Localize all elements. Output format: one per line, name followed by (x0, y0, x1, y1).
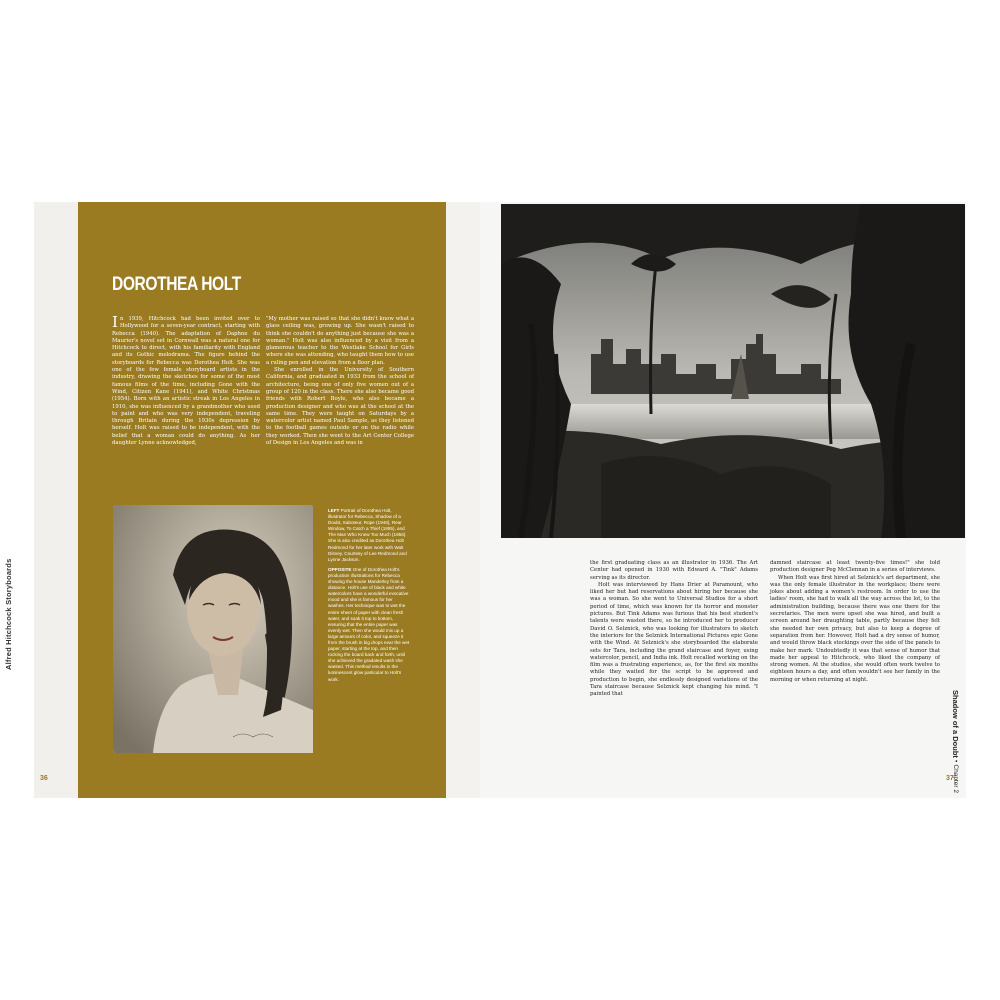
body-column-left-b (266, 316, 414, 447)
page-title: DOROTHEA HOLT (112, 274, 241, 295)
body-paragraph: She enrolled in the University of Southern California, and graduated in 1933 from the school of architecture, being one of only five women out of a group of 120 in the class. There she also became good friends with Robert Boyle, who also became a production designer and who was at the school at the same time. They were taught on Saturdays by a watercolor artist named Paul Sample, as they listened to the football games outside or on the radio while they worked. Then she went to the Art Center College of Design in Los Angeles and was in (266, 367, 414, 447)
folio-right: 37 (946, 775, 954, 782)
body-column-right-b (770, 560, 940, 684)
body-column-right-a (590, 560, 758, 699)
portrait-photo (113, 505, 313, 753)
running-head-left: Alfred Hitchcock Storyboards (4, 558, 13, 670)
caption-text-left: Portrait of Dorothea Holt, illustrator for Rebecca, Shadow of a Doubt, Saboteur, Rope (1948), Rear Window, To Catch a Thief (1955), and The Man Who Knew Too Much (1956). She is also credited as Dorothea Holt Redmond for her later work with Walt Disney. Courtesy of Lee Redmond and Lynne Jackson. (328, 508, 407, 562)
body-paragraph: damned staircase at least twenty-five times!" she told production designer Peg McClennan in a series of interviews. (770, 560, 940, 574)
body-paragraph: "My mother was raised so that she didn't know what a glass ceiling was, growing up. She wasn't raised to think she couldn't do anything just because she was a woman." Holt was also influenced by a visit from a glamorous teacher to the Westlake School for Girls where she was attending, who taught them how to use a ruling pen and elevation from a floor plan. (266, 316, 414, 366)
body-paragraph: Holt was interviewed by Hans Drier at Paramount, who liked her but had reservations about hiring her because she was a woman. So she went to Universal Studios for a short period of time, which was known for its horror and monster pictures. But Tink Adams was furious that his best student's talents were wasted there, so he introduced her to producer David O. Selznick, who was looking for illustrators to sketch the interiors for the Selznick International Pictures epic Gone with the Wind. At Selznick's she storyboarded the elaborate sets for Tara, including the grand staircase and foyer, using watercolor, pencil, and India ink. Holt recalled working on the film was a frustrating experience, as, for the first six months while they waited for the script to be approved and production to begin, she endlessly designed variations of the Tara staircase because Selznick kept changing his mind. "I painted that (590, 581, 758, 698)
body-column-left-a (112, 313, 260, 447)
manderley-illustration (501, 204, 967, 538)
running-head-title: Shadow of a Doubt (951, 690, 960, 758)
portrait-illustration (113, 505, 313, 753)
illustration-drawing (501, 204, 965, 538)
caption-label-opposite: OPPOSITE (328, 566, 352, 572)
body-paragraph: the first graduating class as an illustrator in 1936. The Art Center had opened in 1930 with Edward A. "Tink" Adams serving as its director. (590, 560, 758, 581)
running-head-separator: • (952, 760, 959, 763)
body-paragraph: n 1939, Hitchcock had been invited over to Hollywood for a seven-year contract, starting with Rebecca (1940). The adaptation of Daphne du Maurier's novel set in Cornwall was a natural one for Hitchcock to direct, with his familiarity with England and its Gothic melodrama. The figure behind the storyboards for Rebecca was Dorothea Holt. She was one of the few female storyboard artists in the industry, drawing the sketches for some of the most famous films of the time, including Gone with the Wind, Citizen Kane (1941), and White Christmas (1954). Born with an artistic streak in Los Angeles in 1910, she was influenced by a grandmother who used to paint and who was very independent, traveling through Britain during the 1930s depression by herself. Holt was raised to be independent, with the belief that a woman could do anything. As her daughter Lynne acknowledged, (112, 316, 260, 447)
drop-cap: I (112, 313, 118, 331)
photo-caption (328, 508, 410, 687)
running-head-chapter: Chapter 2 (952, 764, 959, 793)
caption-text-opposite: One of Dorothea Holt's production illustrations for Rebecca showing the house Manderley from a distance. Holt's use of black and white watercolors have a wonderful evocative mood and she is famous for her washes. Her technique was to wet the entire sheet of paper with clean fresh water, and soak it top to bottom, ensuring that the entire paper was evenly wet. Then she would mix up a large amount of color, and squeeze it from the brush in big drops near the wet paper, starting at the top, and then rocking the board back and forth, until she achieved the gradated wash she wanted. This method results in the luminescent glow particular to Holt's work. (328, 566, 410, 682)
body-paragraph: When Holt was first hired at Selznick's art department, she was the only female illustrator in the workplace; there were jokes about adding a women's restroom. In order to use the ladies' room, she had to walk all the way across the lot, to the administration building, because there was one there for the secretaries. The men were upset she was hired, and built a screen around her draughting table, partly because they felt she needed her own privacy, but also to keep a degree of separation from her. However, Holt had a dry sense of humor, and would throw black stockings over the side of the panels to make her mark. Undoubtedly it was that sense of humor that made her appeal to Hitchcock, who liked the company of strong women. At the studios, she would often work twelve to eighteen hours a day, and often wouldn't see her family in the morning or when returning at night. (770, 574, 940, 683)
caption-label-left: LEFT (328, 508, 340, 513)
running-head-right (946, 690, 960, 820)
folio-left: 36 (40, 775, 48, 782)
